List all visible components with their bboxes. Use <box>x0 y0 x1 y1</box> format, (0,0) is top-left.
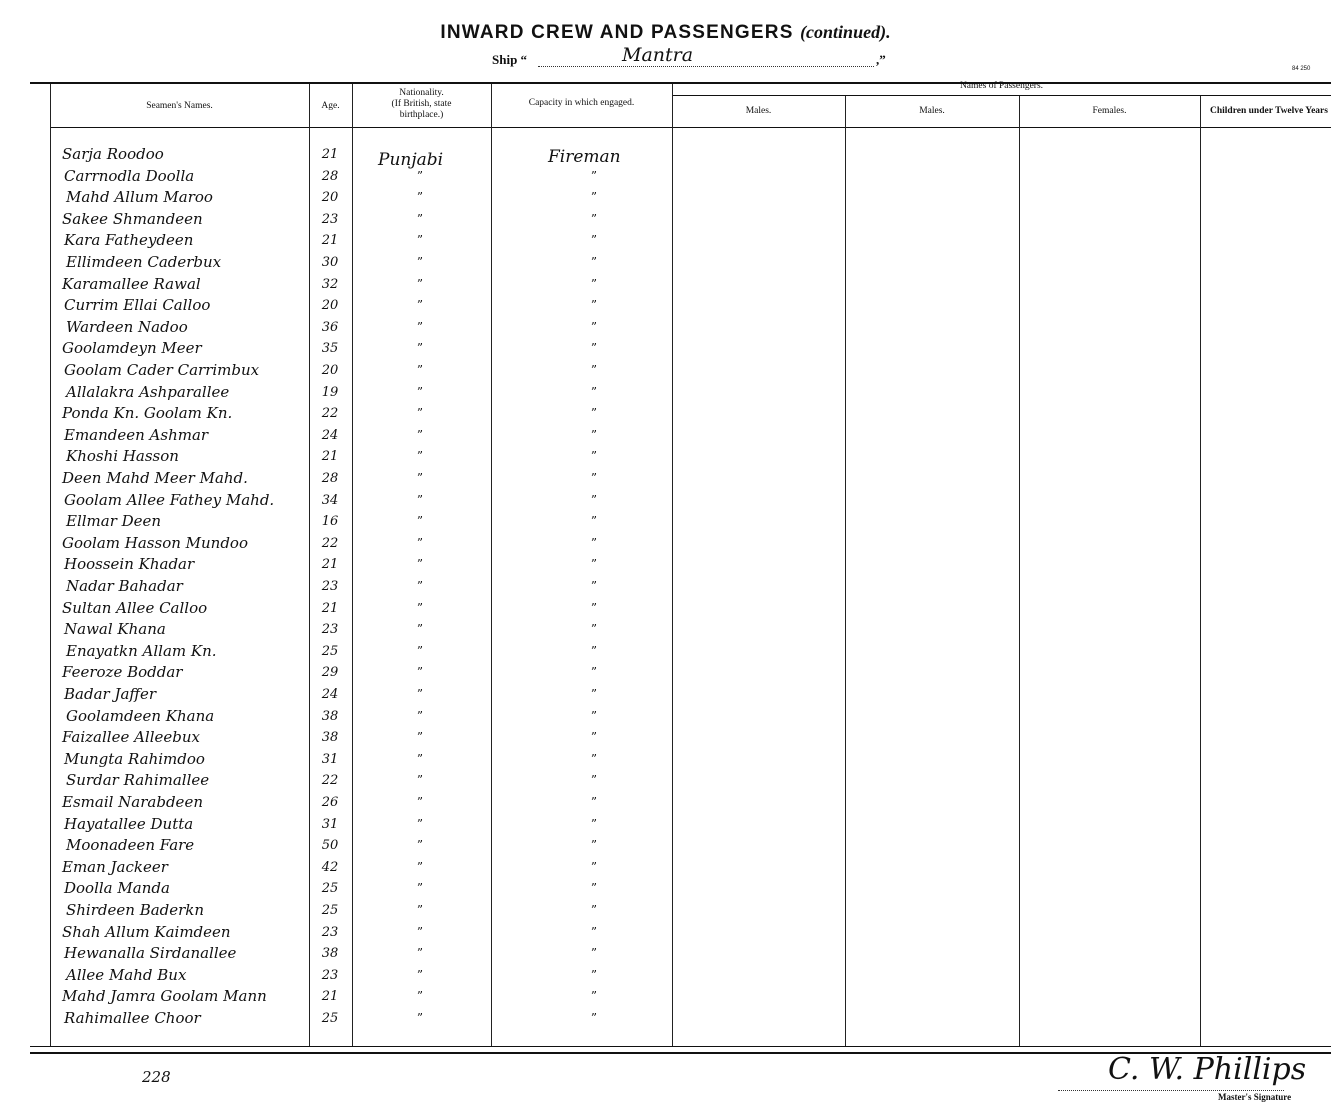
capacity-ditto: ” <box>590 277 598 291</box>
seaman-name: Surdar Rahimallee <box>66 771 210 789</box>
seaman-age: 36 <box>321 320 339 335</box>
ship-name-dotted-line <box>538 66 874 67</box>
capacity-ditto: ” <box>590 363 598 377</box>
seaman-age: 23 <box>321 925 339 940</box>
capacity-ditto: ” <box>590 385 598 399</box>
seaman-name: Kara Fatheydeen <box>64 231 194 249</box>
nationality-ditto: ” <box>416 536 424 550</box>
capacity-ditto: ” <box>590 903 598 917</box>
document-title <box>0 22 1331 44</box>
col-sep-females-children <box>1200 96 1201 1046</box>
capacity-ditto: ” <box>590 709 598 723</box>
nationality-ditto: ” <box>416 730 424 744</box>
seaman-age: 25 <box>321 881 339 896</box>
seaman-age: 20 <box>321 363 339 378</box>
seaman-age: 25 <box>321 903 339 918</box>
seaman-age: 22 <box>321 406 339 421</box>
signature-line <box>1058 1090 1284 1091</box>
seaman-name: Nadar Bahadar <box>66 577 183 595</box>
nationality-ditto: ” <box>416 449 424 463</box>
nationality-ditto: ” <box>416 255 424 269</box>
seaman-name: Ellimdeen Caderbux <box>66 253 222 271</box>
title-suffix: (continued). <box>800 22 891 42</box>
seaman-name: Hewanalla Sirdanallee <box>64 944 237 962</box>
seaman-age: 26 <box>321 795 339 810</box>
seaman-name: Shirdeen Baderkn <box>66 901 205 919</box>
seaman-name: Eman Jackeer <box>62 858 168 876</box>
form-number: 84 250 <box>1292 66 1311 72</box>
nationality-ditto: ” <box>416 428 424 442</box>
seaman-name: Shah Allum Kaimdeen <box>62 923 231 941</box>
nationality-ditto: ” <box>416 644 424 658</box>
header-seamen-names: Seamen's Names. <box>146 101 213 111</box>
seaman-age: 16 <box>321 514 339 529</box>
seaman-name: Hayatallee Dutta <box>64 815 194 833</box>
title-main: INWARD CREW AND PASSENGERS <box>440 22 794 43</box>
seaman-name: Nawal Khana <box>64 620 166 638</box>
seaman-age: 21 <box>321 601 339 616</box>
nationality-ditto: ” <box>416 968 424 982</box>
seaman-age: 20 <box>321 298 339 313</box>
first-row-nationality: Punjabi <box>378 150 444 170</box>
nationality-ditto: ” <box>416 341 424 355</box>
header-nationality <box>352 88 491 121</box>
table-bottom-rule-1 <box>30 1046 1331 1047</box>
nationality-ditto: ” <box>416 471 424 485</box>
capacity-ditto: ” <box>590 514 598 528</box>
seaman-name: Enayatkn Allam Kn. <box>66 642 217 660</box>
seaman-age: 23 <box>321 579 339 594</box>
capacity-ditto: ” <box>590 601 598 615</box>
nationality-ditto: ” <box>416 493 424 507</box>
header-nationality-line1: Nationality. <box>399 88 444 98</box>
seaman-age: 38 <box>321 709 339 724</box>
seaman-age: 42 <box>321 860 339 875</box>
capacity-ditto: ” <box>590 341 598 355</box>
seaman-name: Allalakra Ashparallee <box>66 383 230 401</box>
seaman-name: Feeroze Boddar <box>62 663 183 681</box>
first-row-capacity: Fireman <box>548 147 621 167</box>
nationality-ditto: ” <box>416 601 424 615</box>
header-capacity: Capacity in which engaged. <box>528 98 635 108</box>
capacity-ditto: ” <box>590 428 598 442</box>
col-sep-nationality-capacity <box>491 84 492 1046</box>
capacity-ditto: ” <box>590 773 598 787</box>
nationality-ditto: ” <box>416 795 424 809</box>
nationality-ditto: ” <box>416 320 424 334</box>
col-sep-males-females <box>1019 96 1020 1046</box>
nationality-ditto: ” <box>416 233 424 247</box>
capacity-ditto: ” <box>590 730 598 744</box>
seaman-name: Currim Ellai Calloo <box>64 296 211 314</box>
capacity-ditto: ” <box>590 795 598 809</box>
col-sep-name-age <box>309 84 310 1046</box>
left-border <box>50 84 51 1046</box>
nationality-ditto: ” <box>416 752 424 766</box>
header-children: Children under Twelve Years <box>1210 106 1328 116</box>
seaman-name: Mungta Rahimdoo <box>64 750 205 768</box>
header-bottom-rule <box>50 127 1331 128</box>
seaman-age: 21 <box>321 147 339 162</box>
capacity-ditto: ” <box>590 320 598 334</box>
capacity-ditto: ” <box>590 881 598 895</box>
seaman-age: 35 <box>321 341 339 356</box>
seaman-age: 22 <box>321 773 339 788</box>
col-sep-capacity-passengers <box>672 84 673 1046</box>
seaman-name: Mahd Jamra Goolam Mann <box>62 987 267 1005</box>
nationality-ditto: ” <box>416 514 424 528</box>
header-nationality-line2: (If British, state <box>391 99 452 109</box>
capacity-ditto: ” <box>590 860 598 874</box>
nationality-ditto: ” <box>416 557 424 571</box>
capacity-ditto: ” <box>590 622 598 636</box>
capacity-ditto: ” <box>590 255 598 269</box>
seaman-name: Goolamdeen Khana <box>66 707 215 725</box>
seaman-age: 30 <box>321 255 339 270</box>
seaman-name: Hoossein Khadar <box>64 555 195 573</box>
capacity-ditto: ” <box>590 493 598 507</box>
seaman-age: 24 <box>321 687 339 702</box>
seaman-name: Sakee Shmandeen <box>62 210 203 228</box>
header-age: Age. <box>321 101 340 111</box>
seaman-age: 38 <box>321 730 339 745</box>
seaman-age: 22 <box>321 536 339 551</box>
seaman-age: 34 <box>321 493 339 508</box>
capacity-ditto: ” <box>590 644 598 658</box>
capacity-ditto: ” <box>590 1011 598 1025</box>
capacity-ditto: ” <box>590 169 598 183</box>
nationality-ditto: ” <box>416 169 424 183</box>
capacity-ditto: ” <box>590 665 598 679</box>
nationality-ditto: ” <box>416 989 424 1003</box>
nationality-ditto: ” <box>416 817 424 831</box>
seaman-name: Sarja Roodoo <box>62 145 164 163</box>
capacity-ditto: ” <box>590 817 598 831</box>
nationality-ditto: ” <box>416 665 424 679</box>
capacity-ditto: ” <box>590 536 598 550</box>
seaman-age: 24 <box>321 428 339 443</box>
capacity-ditto: ” <box>590 968 598 982</box>
header-males-1: Males. <box>745 106 772 116</box>
nationality-ditto: ” <box>416 190 424 204</box>
nationality-ditto: ” <box>416 903 424 917</box>
seaman-name: Goolam Allee Fathey Mahd. <box>64 491 275 509</box>
nationality-ditto: ” <box>416 363 424 377</box>
seaman-age: 21 <box>321 233 339 248</box>
seaman-name: Faizallee Alleebux <box>62 728 200 746</box>
seaman-name: Carrnodla Doolla <box>64 167 195 185</box>
passenger-group-rule <box>672 95 1331 96</box>
header-passengers-group: Names of Passengers. <box>959 81 1044 91</box>
seaman-age: 20 <box>321 190 339 205</box>
seaman-age: 38 <box>321 946 339 961</box>
capacity-ditto: ” <box>590 557 598 571</box>
seaman-name: Emandeen Ashmar <box>64 426 209 444</box>
seaman-name: Esmail Narabdeen <box>62 793 203 811</box>
signature-label: Master's Signature <box>1218 1092 1292 1102</box>
nationality-ditto: ” <box>416 1011 424 1025</box>
seaman-name: Goolam Cader Carrimbux <box>64 361 260 379</box>
col-sep-age-nationality <box>352 84 353 1046</box>
nationality-ditto: ” <box>416 298 424 312</box>
nationality-ditto: ” <box>416 838 424 852</box>
nationality-ditto: ” <box>416 925 424 939</box>
seaman-name: Badar Jaffer <box>64 685 157 703</box>
capacity-ditto: ” <box>590 298 598 312</box>
header-females: Females. <box>1092 106 1127 116</box>
capacity-ditto: ” <box>590 989 598 1003</box>
seaman-age: 23 <box>321 968 339 983</box>
seaman-age: 23 <box>321 212 339 227</box>
seaman-age: 21 <box>321 449 339 464</box>
nationality-ditto: ” <box>416 687 424 701</box>
seaman-name: Ponda Kn. Goolam Kn. <box>62 404 233 422</box>
nationality-ditto: ” <box>416 277 424 291</box>
capacity-ditto: ” <box>590 579 598 593</box>
seaman-age: 32 <box>321 277 339 292</box>
seaman-name: Khoshi Hasson <box>66 447 179 465</box>
ship-close-quote: ,” <box>876 52 886 67</box>
seaman-age: 19 <box>321 385 339 400</box>
seaman-age: 28 <box>321 471 339 486</box>
capacity-ditto: ” <box>590 212 598 226</box>
capacity-ditto: ” <box>590 752 598 766</box>
seaman-age: 50 <box>321 838 339 853</box>
capacity-ditto: ” <box>590 946 598 960</box>
capacity-ditto: ” <box>590 406 598 420</box>
seaman-name: Sultan Allee Calloo <box>62 599 208 617</box>
seaman-age: 31 <box>321 752 339 767</box>
nationality-ditto: ” <box>416 860 424 874</box>
master-signature: C. W. Phillips <box>1108 1052 1307 1087</box>
nationality-ditto: ” <box>416 406 424 420</box>
seaman-age: 21 <box>321 557 339 572</box>
nationality-ditto: ” <box>416 773 424 787</box>
seaman-age: 25 <box>321 1011 339 1026</box>
capacity-ditto: ” <box>590 190 598 204</box>
seaman-age: 31 <box>321 817 339 832</box>
capacity-ditto: ” <box>590 233 598 247</box>
nationality-ditto: ” <box>416 579 424 593</box>
seaman-age: 28 <box>321 169 339 184</box>
col-sep-males-males <box>845 96 846 1046</box>
seaman-name: Goolamdeyn Meer <box>62 339 202 357</box>
seaman-name: Allee Mahd Bux <box>66 966 187 984</box>
seaman-name: Moonadeen Fare <box>66 836 195 854</box>
ship-label: Ship “ <box>492 52 528 67</box>
capacity-ditto: ” <box>590 838 598 852</box>
seaman-name: Wardeen Nadoo <box>66 318 188 336</box>
seaman-name: Deen Mahd Meer Mahd. <box>62 469 248 487</box>
nationality-ditto: ” <box>416 881 424 895</box>
seaman-name: Rahimallee Choor <box>64 1009 201 1027</box>
nationality-ditto: ” <box>416 385 424 399</box>
nationality-ditto: ” <box>416 212 424 226</box>
seaman-age: 21 <box>321 989 339 1004</box>
page-number: 228 <box>142 1068 171 1086</box>
capacity-ditto: ” <box>590 687 598 701</box>
capacity-ditto: ” <box>590 925 598 939</box>
capacity-ditto: ” <box>590 471 598 485</box>
header-nationality-line3: birthplace.) <box>399 110 444 120</box>
header-males-2: Males. <box>919 106 945 116</box>
seaman-name: Karamallee Rawal <box>62 275 201 293</box>
seaman-name: Doolla Manda <box>64 879 170 897</box>
seaman-name: Mahd Allum Maroo <box>66 188 213 206</box>
nationality-ditto: ” <box>416 709 424 723</box>
seaman-age: 23 <box>321 622 339 637</box>
nationality-ditto: ” <box>416 622 424 636</box>
seaman-name: Goolam Hasson Mundoo <box>62 534 248 552</box>
seaman-age: 25 <box>321 644 339 659</box>
nationality-ditto: ” <box>416 946 424 960</box>
seaman-age: 29 <box>321 665 339 680</box>
capacity-ditto: ” <box>590 449 598 463</box>
ship-name: Mantra <box>622 44 694 66</box>
seaman-name: Ellmar Deen <box>66 512 162 530</box>
